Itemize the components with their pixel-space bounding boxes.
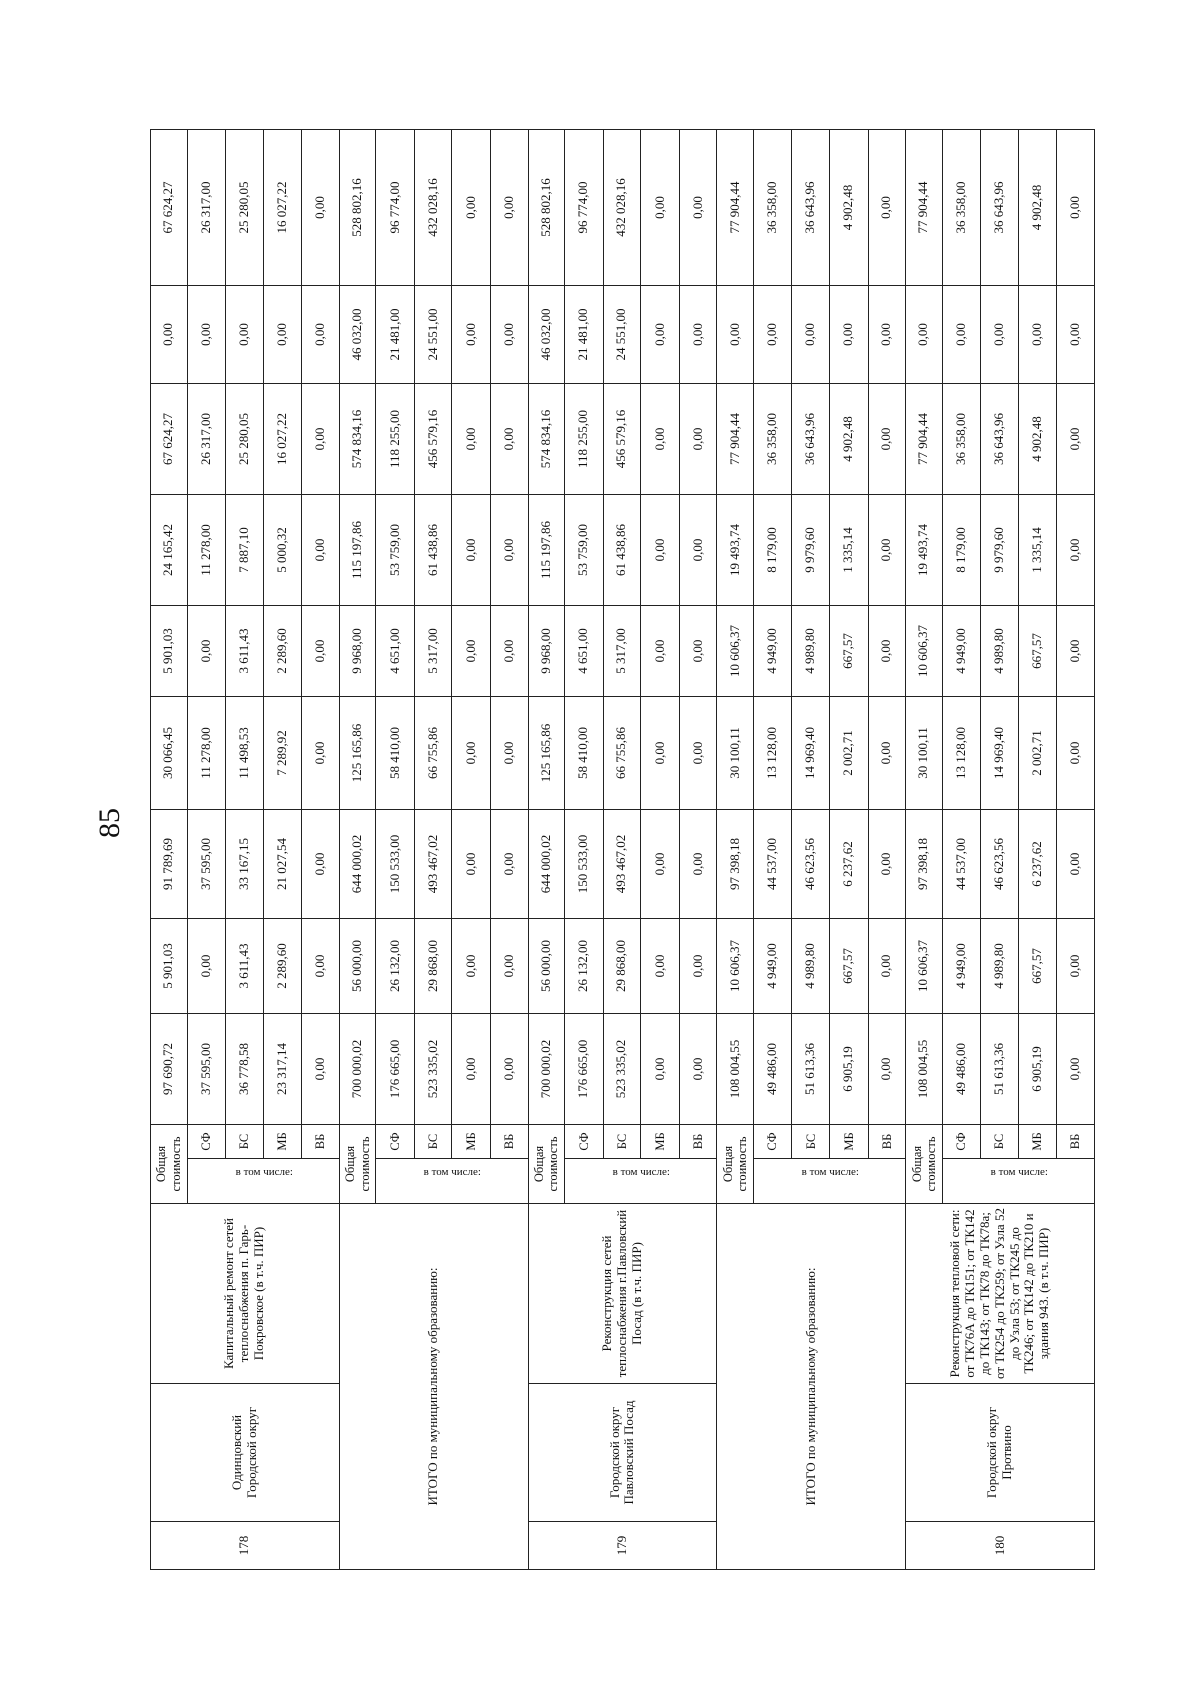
- table-row: [528, 130, 565, 1570]
- value-cell: 574 834,16: [339, 384, 376, 495]
- value-cell: 53 759,00: [565, 495, 604, 606]
- value-cell: 0,00: [868, 810, 906, 919]
- value-cell: 1 335,14: [1018, 495, 1057, 606]
- value-cell: 0,00: [679, 697, 717, 810]
- value-cell: 118 255,00: [376, 384, 415, 495]
- value-cell: 0,00: [868, 697, 906, 810]
- value-cell: 4 949,00: [942, 919, 981, 1014]
- value-cell: 10 606,37: [906, 919, 943, 1014]
- value-cell: 46 623,56: [792, 810, 830, 919]
- total-cost-label: Общая стоимость: [528, 1125, 565, 1204]
- value-cell: 36 358,00: [753, 384, 792, 495]
- value-cell: 0,00: [641, 697, 680, 810]
- value-cell: 21 481,00: [376, 286, 415, 384]
- value-cell: 0,00: [868, 1014, 906, 1125]
- value-cell: 49 486,00: [753, 1014, 792, 1125]
- total-cost-label: Общая стоимость: [717, 1125, 754, 1204]
- value-cell: 61 438,86: [414, 495, 452, 606]
- value-cell: 61 438,86: [603, 495, 641, 606]
- value-cell: 0,00: [1057, 384, 1095, 495]
- value-cell: 16 027,22: [263, 130, 302, 286]
- value-cell: 0,00: [868, 286, 906, 384]
- value-cell: 36 643,96: [981, 130, 1019, 286]
- value-cell: 0,00: [302, 286, 340, 384]
- funding-source: БС: [792, 1125, 830, 1159]
- including-label: [565, 1159, 717, 1204]
- value-cell: 67 624,27: [151, 384, 188, 495]
- value-cell: 1 335,14: [829, 495, 868, 606]
- value-cell: 0,00: [641, 286, 680, 384]
- funding-source: БС: [981, 1125, 1019, 1159]
- value-cell: 0,00: [942, 286, 981, 384]
- value-cell: 8 179,00: [753, 495, 792, 606]
- value-cell: 0,00: [452, 1014, 491, 1125]
- value-cell: 150 533,00: [376, 810, 415, 919]
- row-number: 179: [528, 1522, 717, 1570]
- value-cell: 30 100,11: [906, 697, 943, 810]
- funding-source: ВБ: [302, 1125, 340, 1159]
- funding-source: СФ: [187, 1125, 226, 1159]
- value-cell: 4 949,00: [753, 606, 792, 697]
- value-cell: 2 002,71: [1018, 697, 1057, 810]
- value-cell: 66 755,86: [603, 697, 641, 810]
- funding-source: МБ: [641, 1125, 680, 1159]
- value-cell: 0,00: [641, 384, 680, 495]
- value-cell: 0,00: [641, 606, 680, 697]
- value-cell: 3 611,43: [226, 606, 264, 697]
- value-cell: 700 000,02: [528, 1014, 565, 1125]
- value-cell: 26 132,00: [565, 919, 604, 1014]
- value-cell: 0,00: [868, 384, 906, 495]
- value-cell: 37 595,00: [187, 1014, 226, 1125]
- value-cell: 0,00: [1057, 697, 1095, 810]
- row-number: 180: [906, 1522, 1095, 1570]
- value-cell: 0,00: [1057, 606, 1095, 697]
- value-cell: 77 904,44: [717, 384, 754, 495]
- value-cell: 4 949,00: [753, 919, 792, 1014]
- value-cell: 11 498,53: [226, 697, 264, 810]
- value-cell: 13 128,00: [942, 697, 981, 810]
- value-cell: 574 834,16: [528, 384, 565, 495]
- value-cell: 523 335,02: [414, 1014, 452, 1125]
- value-cell: 9 968,00: [339, 606, 376, 697]
- total-cost-label: Общая стоимость: [339, 1125, 376, 1204]
- value-cell: 7 887,10: [226, 495, 264, 606]
- value-cell: 2 002,71: [829, 697, 868, 810]
- object-name: Реконструкция тепловой сети: от ТК76А до ТК151; от ТК142 до ТК143; от ТК78 до ТК78а; от ТК254 до ТК259; от Узла 52 до Узла 53; от ТК245 до ТК246; от ТК142 до ТК210 и здания 943. (в т.ч. ПИР): [906, 1204, 1095, 1384]
- value-cell: 14 969,40: [792, 697, 830, 810]
- value-cell: 0,00: [1057, 919, 1095, 1014]
- value-cell: 0,00: [868, 495, 906, 606]
- funding-source: ВБ: [491, 1125, 529, 1159]
- value-cell: 493 467,02: [603, 810, 641, 919]
- value-cell: 0,00: [717, 286, 754, 384]
- value-cell: 0,00: [452, 810, 491, 919]
- value-cell: 91 789,69: [151, 810, 188, 919]
- value-cell: 2 289,60: [263, 606, 302, 697]
- value-cell: 0,00: [491, 697, 529, 810]
- value-cell: 23 317,14: [263, 1014, 302, 1125]
- value-cell: 19 493,74: [906, 495, 943, 606]
- value-cell: 36 643,96: [792, 384, 830, 495]
- value-cell: 36 643,96: [792, 130, 830, 286]
- value-cell: 24 551,00: [603, 286, 641, 384]
- value-cell: 10 606,37: [717, 919, 754, 1014]
- funding-source: МБ: [829, 1125, 868, 1159]
- funding-source: СФ: [942, 1125, 981, 1159]
- value-cell: 0,00: [302, 1014, 340, 1125]
- value-cell: 26 317,00: [187, 384, 226, 495]
- total-cost-label: Общая стоимость: [151, 1125, 188, 1204]
- value-cell: 51 613,36: [792, 1014, 830, 1125]
- value-cell: 0,00: [1057, 130, 1095, 286]
- value-cell: 16 027,22: [263, 384, 302, 495]
- budget-table-body: [151, 130, 1095, 1570]
- value-cell: 0,00: [452, 606, 491, 697]
- value-cell: 0,00: [792, 286, 830, 384]
- value-cell: 19 493,74: [717, 495, 754, 606]
- value-cell: 0,00: [491, 495, 529, 606]
- value-cell: 4 651,00: [376, 606, 415, 697]
- municipality-name: Городской округ Павловский Посад: [528, 1384, 717, 1522]
- funding-source: МБ: [452, 1125, 491, 1159]
- value-cell: 644 000,02: [528, 810, 565, 919]
- value-cell: 24 165,42: [151, 495, 188, 606]
- value-cell: 0,00: [187, 606, 226, 697]
- value-cell: 46 623,56: [981, 810, 1019, 919]
- value-cell: 5 901,03: [151, 919, 188, 1014]
- value-cell: 0,00: [187, 286, 226, 384]
- value-cell: 0,00: [868, 606, 906, 697]
- including-label-text: в том числе:: [424, 1166, 482, 1179]
- value-cell: 0,00: [491, 810, 529, 919]
- value-cell: 432 028,16: [603, 130, 641, 286]
- value-cell: 21 481,00: [565, 286, 604, 384]
- value-cell: 0,00: [302, 130, 340, 286]
- value-cell: 0,00: [679, 495, 717, 606]
- including-label: [753, 1159, 905, 1204]
- value-cell: 0,00: [452, 384, 491, 495]
- value-cell: 58 410,00: [376, 697, 415, 810]
- value-cell: 5 000,32: [263, 495, 302, 606]
- table-row: [151, 130, 188, 1570]
- value-cell: 66 755,86: [414, 697, 452, 810]
- value-cell: 528 802,16: [528, 130, 565, 286]
- itogo-label: ИТОГО по муниципальному образованию:: [339, 1204, 528, 1570]
- funding-source: СФ: [565, 1125, 604, 1159]
- value-cell: 0,00: [491, 606, 529, 697]
- value-cell: 97 690,72: [151, 1014, 188, 1125]
- value-cell: 667,57: [1018, 606, 1057, 697]
- value-cell: 456 579,16: [603, 384, 641, 495]
- value-cell: 4 989,80: [792, 606, 830, 697]
- value-cell: 0,00: [1057, 286, 1095, 384]
- value-cell: 96 774,00: [376, 130, 415, 286]
- value-cell: 29 868,00: [603, 919, 641, 1014]
- value-cell: 56 000,00: [339, 919, 376, 1014]
- value-cell: 36 358,00: [753, 130, 792, 286]
- value-cell: 77 904,44: [906, 130, 943, 286]
- value-cell: 0,00: [491, 384, 529, 495]
- value-cell: 4 902,48: [829, 384, 868, 495]
- value-cell: 10 606,37: [717, 606, 754, 697]
- value-cell: 0,00: [641, 810, 680, 919]
- value-cell: 700 000,02: [339, 1014, 376, 1125]
- value-cell: 4 989,80: [981, 606, 1019, 697]
- value-cell: 13 128,00: [753, 697, 792, 810]
- value-cell: 4 902,48: [829, 130, 868, 286]
- value-cell: 3 611,43: [226, 919, 264, 1014]
- value-cell: 0,00: [1057, 495, 1095, 606]
- value-cell: 115 197,86: [528, 495, 565, 606]
- value-cell: 26 317,00: [187, 130, 226, 286]
- value-cell: 0,00: [1057, 1014, 1095, 1125]
- value-cell: 37 595,00: [187, 810, 226, 919]
- value-cell: 0,00: [226, 286, 264, 384]
- funding-source: ВБ: [1057, 1125, 1095, 1159]
- budget-table: [150, 129, 1095, 1570]
- value-cell: 0,00: [679, 919, 717, 1014]
- funding-source: СФ: [753, 1125, 792, 1159]
- value-cell: 0,00: [491, 286, 529, 384]
- value-cell: 8 179,00: [942, 495, 981, 606]
- value-cell: 9 979,60: [981, 495, 1019, 606]
- value-cell: 0,00: [679, 606, 717, 697]
- value-cell: 0,00: [981, 286, 1019, 384]
- value-cell: 26 132,00: [376, 919, 415, 1014]
- including-label: [187, 1159, 339, 1204]
- value-cell: 0,00: [868, 130, 906, 286]
- value-cell: 58 410,00: [565, 697, 604, 810]
- value-cell: 25 280,05: [226, 130, 264, 286]
- funding-source: БС: [414, 1125, 452, 1159]
- value-cell: 11 278,00: [187, 495, 226, 606]
- value-cell: 0,00: [641, 495, 680, 606]
- municipality-name: Одинцовский Городской округ: [151, 1384, 340, 1522]
- including-label-text: в том числе:: [612, 1166, 671, 1179]
- value-cell: 5 317,00: [603, 606, 641, 697]
- value-cell: 523 335,02: [603, 1014, 641, 1125]
- value-cell: 0,00: [679, 286, 717, 384]
- value-cell: 0,00: [302, 384, 340, 495]
- value-cell: 0,00: [302, 606, 340, 697]
- value-cell: 4 902,48: [1018, 384, 1057, 495]
- value-cell: 0,00: [641, 130, 680, 286]
- value-cell: 108 004,55: [906, 1014, 943, 1125]
- value-cell: 7 289,92: [263, 697, 302, 810]
- value-cell: 24 551,00: [414, 286, 452, 384]
- value-cell: 77 904,44: [717, 130, 754, 286]
- value-cell: 29 868,00: [414, 919, 452, 1014]
- value-cell: 0,00: [302, 919, 340, 1014]
- value-cell: 0,00: [302, 810, 340, 919]
- value-cell: 0,00: [906, 286, 943, 384]
- funding-source: ВБ: [868, 1125, 906, 1159]
- value-cell: 0,00: [452, 130, 491, 286]
- value-cell: 667,57: [829, 606, 868, 697]
- value-cell: 0,00: [641, 1014, 680, 1125]
- value-cell: 0,00: [679, 130, 717, 286]
- value-cell: 0,00: [679, 1014, 717, 1125]
- value-cell: 0,00: [302, 495, 340, 606]
- value-cell: 5 317,00: [414, 606, 452, 697]
- value-cell: 33 167,15: [226, 810, 264, 919]
- value-cell: 493 467,02: [414, 810, 452, 919]
- value-cell: 44 537,00: [942, 810, 981, 919]
- value-cell: 21 027,54: [263, 810, 302, 919]
- value-cell: 5 901,03: [151, 606, 188, 697]
- value-cell: 4 989,80: [981, 919, 1019, 1014]
- value-cell: 14 969,40: [981, 697, 1019, 810]
- value-cell: 0,00: [641, 919, 680, 1014]
- including-label-text: в том числе:: [801, 1166, 860, 1179]
- value-cell: 150 533,00: [565, 810, 604, 919]
- value-cell: 0,00: [452, 919, 491, 1014]
- value-cell: 36 778,58: [226, 1014, 264, 1125]
- value-cell: 528 802,16: [339, 130, 376, 286]
- value-cell: 36 358,00: [942, 384, 981, 495]
- value-cell: 4 989,80: [792, 919, 830, 1014]
- value-cell: 0,00: [679, 384, 717, 495]
- value-cell: 644 000,02: [339, 810, 376, 919]
- value-cell: 46 032,00: [339, 286, 376, 384]
- value-cell: 0,00: [1018, 286, 1057, 384]
- value-cell: 176 665,00: [376, 1014, 415, 1125]
- value-cell: 0,00: [151, 286, 188, 384]
- funding-source: БС: [226, 1125, 264, 1159]
- row-number: 178: [151, 1522, 340, 1570]
- value-cell: 10 606,37: [906, 606, 943, 697]
- value-cell: 4 949,00: [942, 606, 981, 697]
- value-cell: 9 979,60: [792, 495, 830, 606]
- including-label-text: в том числе:: [235, 1166, 293, 1179]
- including-label: [942, 1159, 1094, 1204]
- value-cell: 6 237,62: [1018, 810, 1057, 919]
- value-cell: 49 486,00: [942, 1014, 981, 1125]
- including-label: [376, 1159, 528, 1204]
- value-cell: 125 165,86: [339, 697, 376, 810]
- value-cell: 6 905,19: [1018, 1014, 1057, 1125]
- value-cell: 0,00: [1057, 810, 1095, 919]
- page-number: 85: [93, 808, 126, 838]
- funding-source: БС: [603, 1125, 641, 1159]
- value-cell: 0,00: [753, 286, 792, 384]
- value-cell: 11 278,00: [187, 697, 226, 810]
- value-cell: 0,00: [491, 130, 529, 286]
- table-row: [906, 130, 943, 1570]
- funding-source: МБ: [1018, 1125, 1057, 1159]
- value-cell: 53 759,00: [376, 495, 415, 606]
- value-cell: 36 358,00: [942, 130, 981, 286]
- value-cell: 667,57: [1018, 919, 1057, 1014]
- value-cell: 56 000,00: [528, 919, 565, 1014]
- value-cell: 0,00: [491, 919, 529, 1014]
- value-cell: 44 537,00: [753, 810, 792, 919]
- total-cost-label: Общая стоимость: [906, 1125, 943, 1204]
- value-cell: 118 255,00: [565, 384, 604, 495]
- value-cell: 30 100,11: [717, 697, 754, 810]
- value-cell: 667,57: [829, 919, 868, 1014]
- value-cell: 176 665,00: [565, 1014, 604, 1125]
- including-label-text: в том числе:: [990, 1166, 1048, 1179]
- value-cell: 0,00: [187, 919, 226, 1014]
- value-cell: 0,00: [452, 697, 491, 810]
- rotated-table-container: [150, 130, 1095, 1570]
- value-cell: 125 165,86: [528, 697, 565, 810]
- table-row: [339, 130, 376, 1570]
- value-cell: 6 905,19: [829, 1014, 868, 1125]
- value-cell: 115 197,86: [339, 495, 376, 606]
- object-name: Реконструкция сетей теплоснабжения г.Павловский Посад (в т.ч. ПИР): [528, 1204, 717, 1384]
- funding-source: СФ: [376, 1125, 415, 1159]
- value-cell: 2 289,60: [263, 919, 302, 1014]
- value-cell: 0,00: [868, 919, 906, 1014]
- value-cell: 4 902,48: [1018, 130, 1057, 286]
- municipality-name: Городской округ Протвино: [906, 1384, 1095, 1522]
- value-cell: 0,00: [679, 810, 717, 919]
- value-cell: 432 028,16: [414, 130, 452, 286]
- value-cell: 97 398,18: [906, 810, 943, 919]
- value-cell: 51 613,36: [981, 1014, 1019, 1125]
- object-name: Капитальный ремонт сетей теплоснабжения п. Гарь- Покровское (в т.ч. ПИР): [151, 1204, 340, 1384]
- table-row: [717, 130, 754, 1570]
- funding-source: МБ: [263, 1125, 302, 1159]
- value-cell: 0,00: [491, 1014, 529, 1125]
- value-cell: 9 968,00: [528, 606, 565, 697]
- value-cell: 77 904,44: [906, 384, 943, 495]
- value-cell: 0,00: [452, 495, 491, 606]
- value-cell: 30 066,45: [151, 697, 188, 810]
- value-cell: 0,00: [263, 286, 302, 384]
- value-cell: 0,00: [452, 286, 491, 384]
- value-cell: 6 237,62: [829, 810, 868, 919]
- value-cell: 46 032,00: [528, 286, 565, 384]
- value-cell: 108 004,55: [717, 1014, 754, 1125]
- itogo-label: ИТОГО по муниципальному образованию:: [717, 1204, 906, 1570]
- value-cell: 456 579,16: [414, 384, 452, 495]
- value-cell: 67 624,27: [151, 130, 188, 286]
- value-cell: 36 643,96: [981, 384, 1019, 495]
- value-cell: 96 774,00: [565, 130, 604, 286]
- value-cell: 25 280,05: [226, 384, 264, 495]
- value-cell: 0,00: [829, 286, 868, 384]
- value-cell: 97 398,18: [717, 810, 754, 919]
- value-cell: 0,00: [302, 697, 340, 810]
- value-cell: 4 651,00: [565, 606, 604, 697]
- funding-source: ВБ: [679, 1125, 717, 1159]
